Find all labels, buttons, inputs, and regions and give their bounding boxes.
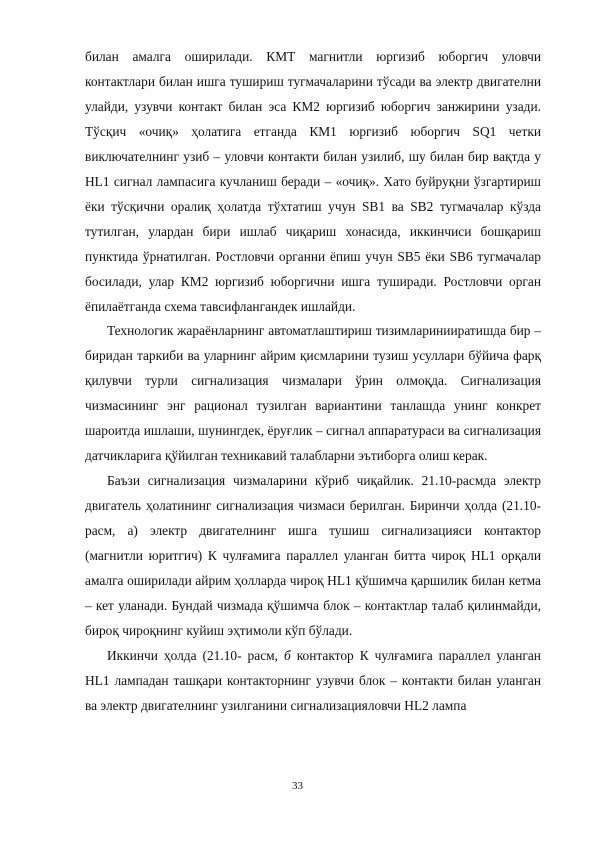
paragraph-4 <box>85 644 541 719</box>
paragraph-1: билан амалга оширилади. КМТ магнитли юргизиб юборгич уловчи контактлари билан ишга тушириш тугмачаларини тўсади ва электр двигателни улайди, узувчи контакт билан эса КМ2 юргизиб юборгич занжирини узади. Тўсқич «очиқ» ҳолатига етганда КМ1 юргизиб юборгич SQ1 четки виключателнинг узиб – уловчи контакти билан узилиб, шу билан бир вақтда у HL1 сигнал лампасига кучланиш беради – «очиқ». Хато буйруқни ўзгартириш ёки тўсқични оралиқ ҳолатда тўхтатиш учун SB1 ва SB2 тугмачалар кўзда тутилган, улардан бири ишлаб чиқариш хонасида, иккинчиси бошқариш пунктида ўрнатилган. Ростловчи органни ёпиш учун SB5 ёки SB6 тугмачалар босилади, улар КМ2 юргизиб юборгични ишга туширади. Ростловчи орган ёпилаётганда схема тавсифлангандек ишлайди. <box>85 49 541 314</box>
paragraph-2: Технологик жараёнларнинг автоматлаштириш тизимларинииратишда бир – биридан таркиби ва уларнинг айрим қисмларини тузиш усуллари бўйича фарқ қилувчи турли сигнализация чизмалари ўрин олмоқда. Сигнализация чизмасининг энг рационал тузилган вариантини танлашда унинг конкрет шароитда ишлаши, шунингдек, ёруғлик – сигнал аппаратураси ва сигнализация датчикларига қўйилган техникавий талабларни эътиборга олиш керак. <box>85 323 541 464</box>
figure-label-b: б <box>283 647 291 663</box>
body-text <box>85 45 541 719</box>
paragraph-4-rest: контактор К чулғамига параллел уланган HL1 лампадан ташқари контакторнинг узувчи блок – контакти билан уланган ва электр двигателнинг узилганини сигнализацияловчи HL2 лампа <box>85 647 541 713</box>
page-number: 33 <box>292 780 303 792</box>
paragraph-4-start: Иккинчи ҳолда (21.10- расм, <box>107 647 278 663</box>
paragraph-3: Баъзи сигнализация чизмаларини кўриб чиқайлик. 21.10-расмда электр двигатель ҳолатининг сигнализация чизмаси берилган. Биринчи ҳолда (21.10-расм, а) электр двигателнинг ишга тушиш сигнализацияси контактор (магнитли юритгич) К чулғамига параллел уланган битта чироқ HL1 орқали амалга оширилади айрим ҳолларда чироқ HL1 қўшимча қаршилик билан кетма – кет уланади. Бундай чизмада қўшимча блок – контактлар талаб қилинмайди, бироқ чироқнинг куйиш эҳтимоли кўп бўлади. <box>85 473 541 638</box>
